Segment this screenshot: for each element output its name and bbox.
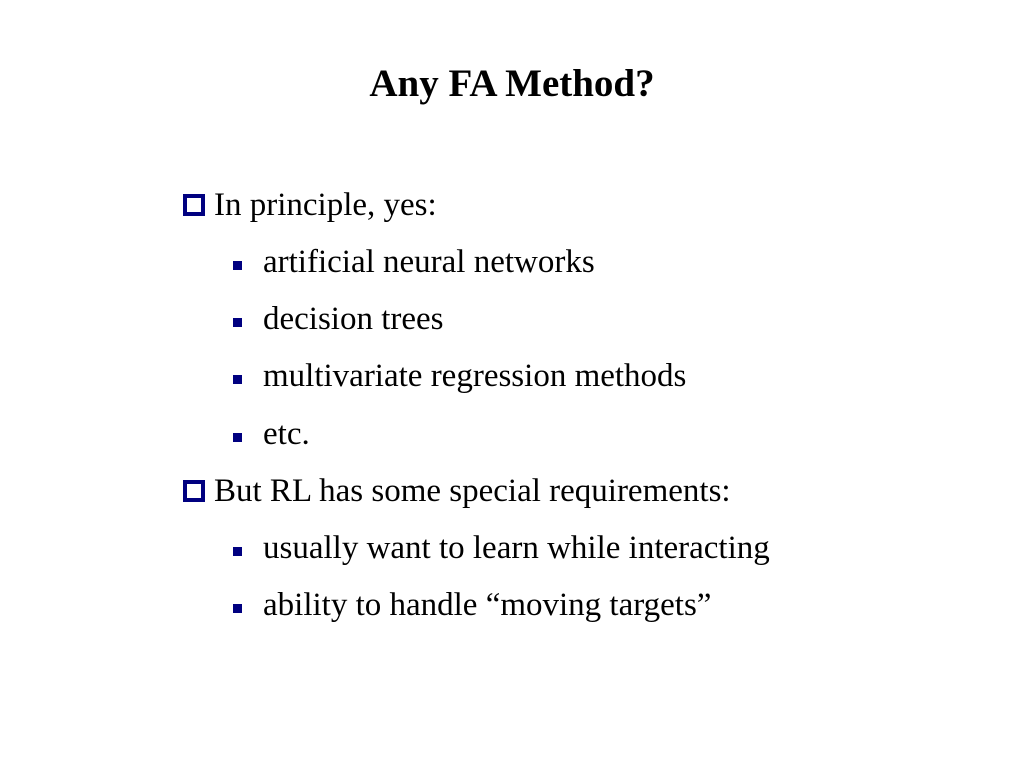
sub-bullet-item (233, 242, 595, 282)
hollow-square-bullet-icon (183, 480, 205, 502)
filled-square-bullet-icon (233, 261, 242, 270)
sub-bullet-text: decision trees (263, 301, 444, 337)
sub-bullet-text: artificial neural networks (263, 244, 595, 280)
filled-square-bullet-icon (233, 604, 242, 613)
sub-bullet-item (233, 585, 711, 625)
filled-square-bullet-icon (233, 318, 242, 327)
filled-square-bullet-icon (233, 433, 242, 442)
filled-square-bullet-icon (233, 375, 242, 384)
sub-bullet-text: ability to handle “moving targets” (263, 587, 712, 623)
slide-title: Any FA Method? (369, 62, 655, 105)
sub-bullet-item (233, 299, 444, 339)
bullet-item (183, 471, 731, 511)
sub-bullet-text: multivariate regression methods (263, 358, 687, 394)
bullet-item (183, 185, 437, 225)
sub-bullet-text: etc. (263, 416, 310, 452)
hollow-square-bullet-icon (183, 194, 205, 216)
filled-square-bullet-icon (233, 547, 242, 556)
sub-bullet-item (233, 356, 686, 396)
sub-bullet-item (233, 528, 770, 568)
sub-bullet-item (233, 414, 310, 454)
sub-bullet-text: usually want to learn while interacting (263, 530, 770, 566)
bullet-text: But RL has some special requirements: (214, 473, 731, 509)
bullet-text: In principle, yes: (214, 187, 437, 223)
